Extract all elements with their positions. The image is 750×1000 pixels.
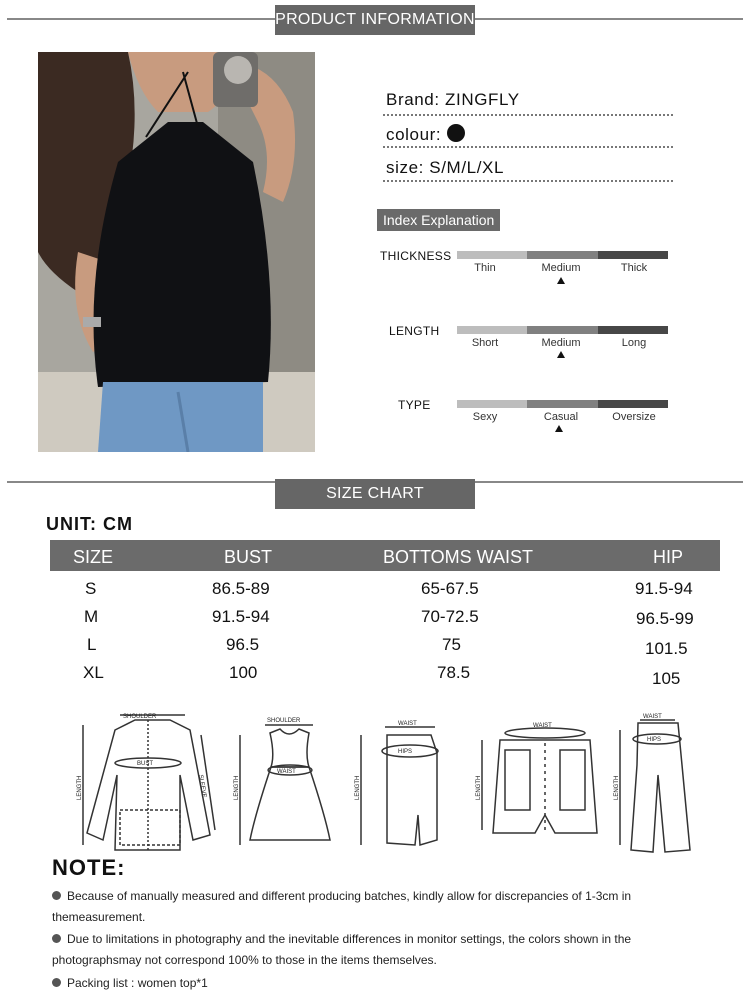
col-bottoms-waist: BOTTOMS WAIST	[383, 547, 534, 567]
label-waist: WAIST	[643, 714, 662, 720]
option-long: Long	[621, 337, 647, 349]
label-length: LENGTH	[77, 775, 83, 800]
note-item	[52, 929, 682, 971]
table-cell: L	[87, 635, 97, 654]
dotted-divider	[383, 146, 673, 148]
label-waist: WAIST	[277, 769, 296, 775]
brand-value: ZINGFLY	[445, 90, 520, 109]
index-label-type: TYPE	[398, 398, 431, 412]
label-length: LENGTH	[614, 775, 620, 800]
option-short: Short	[471, 337, 499, 349]
label-waist: WAIST	[398, 721, 417, 727]
size-line	[386, 158, 504, 178]
col-hip: HIP	[653, 547, 684, 567]
table-cell: 91.5-94	[212, 607, 270, 626]
note-item	[52, 973, 672, 994]
bullet-icon	[52, 934, 61, 943]
label-bust: BUST	[137, 761, 154, 767]
table-cell: 96.5-99	[636, 609, 694, 628]
size-table-header	[50, 540, 720, 571]
brand-line	[386, 90, 520, 110]
label-hips: HIPS	[398, 749, 413, 755]
bullet-icon	[52, 978, 61, 987]
table-cell: 75	[442, 635, 461, 654]
option-casual: Casual	[543, 411, 579, 423]
index-bar-thickness	[457, 251, 668, 259]
option-thin: Thin	[474, 262, 496, 274]
option-thick: Thick	[620, 262, 648, 274]
index-bar-type	[457, 400, 668, 408]
selected-marker-icon	[557, 277, 565, 284]
table-cell: 91.5-94	[635, 579, 693, 598]
table-cell: 105	[652, 669, 681, 688]
label-length: LENGTH	[234, 775, 240, 800]
measurement-diagrams	[75, 705, 715, 860]
col-size: SIZE	[73, 547, 114, 567]
note-item-text: Packing list : women top*1	[67, 976, 208, 990]
product-info-banner: PRODUCT INFORMATION	[275, 5, 475, 35]
option-sexy: Sexy	[472, 411, 498, 423]
size-values: S/M/L/XL	[429, 158, 505, 177]
unit-label: UNIT: CM	[46, 514, 133, 534]
note-title: NOTE:	[52, 855, 126, 880]
index-label-thickness: THICKNESS	[380, 249, 452, 263]
size-chart-banner: SIZE CHART	[275, 479, 475, 509]
note-item	[52, 886, 672, 928]
label-shoulder: SHOULDER	[123, 714, 157, 720]
table-cell: 101.5	[645, 639, 688, 658]
selected-marker-icon	[555, 425, 563, 432]
colour-line	[386, 124, 465, 145]
label-waist: WAIST	[533, 723, 552, 729]
table-cell: 86.5-89	[212, 579, 270, 598]
label-hips: HIPS	[647, 737, 662, 743]
label-sleeve: SLEEVE	[197, 774, 207, 799]
note-item-text: Because of manually measured and different producing batches, kindly allow for discrepancies of 1-3cm in themeasurement.	[52, 889, 632, 924]
label-shoulder: SHOULDER	[267, 718, 301, 724]
table-cell: 96.5	[226, 635, 260, 654]
table-cell: 70-72.5	[421, 607, 479, 626]
col-bust: BUST	[224, 547, 273, 567]
index-label-length: LENGTH	[389, 324, 440, 338]
bullet-icon	[52, 891, 61, 900]
option-medium: Medium	[541, 262, 581, 274]
table-cell: M	[84, 607, 99, 626]
dotted-divider	[383, 114, 673, 116]
table-cell: 65-67.5	[421, 579, 479, 598]
table-cell: 78.5	[437, 663, 471, 682]
brand-label: Brand:	[386, 90, 440, 109]
table-cell: 100	[229, 663, 258, 682]
dotted-divider	[383, 180, 673, 182]
colour-swatch	[447, 124, 465, 142]
product-photo	[38, 52, 315, 452]
table-cell: S	[85, 579, 97, 598]
option-medium: Medium	[541, 337, 581, 349]
index-bar-length	[457, 326, 668, 334]
option-oversize: Oversize	[612, 411, 656, 423]
label-length: LENGTH	[476, 775, 482, 800]
size-label: size:	[386, 158, 424, 177]
selected-marker-icon	[557, 351, 565, 358]
label-length: LENGTH	[355, 775, 361, 800]
note-item-text: Due to limitations in photography and the inevitable differences in monitor settings, the colors shown in the photographsmay not correspond 100% to those in the items themselves.	[52, 932, 632, 967]
colour-label: colour:	[386, 125, 442, 144]
table-cell: XL	[83, 663, 104, 682]
index-explanation-title: Index Explanation	[377, 209, 500, 231]
